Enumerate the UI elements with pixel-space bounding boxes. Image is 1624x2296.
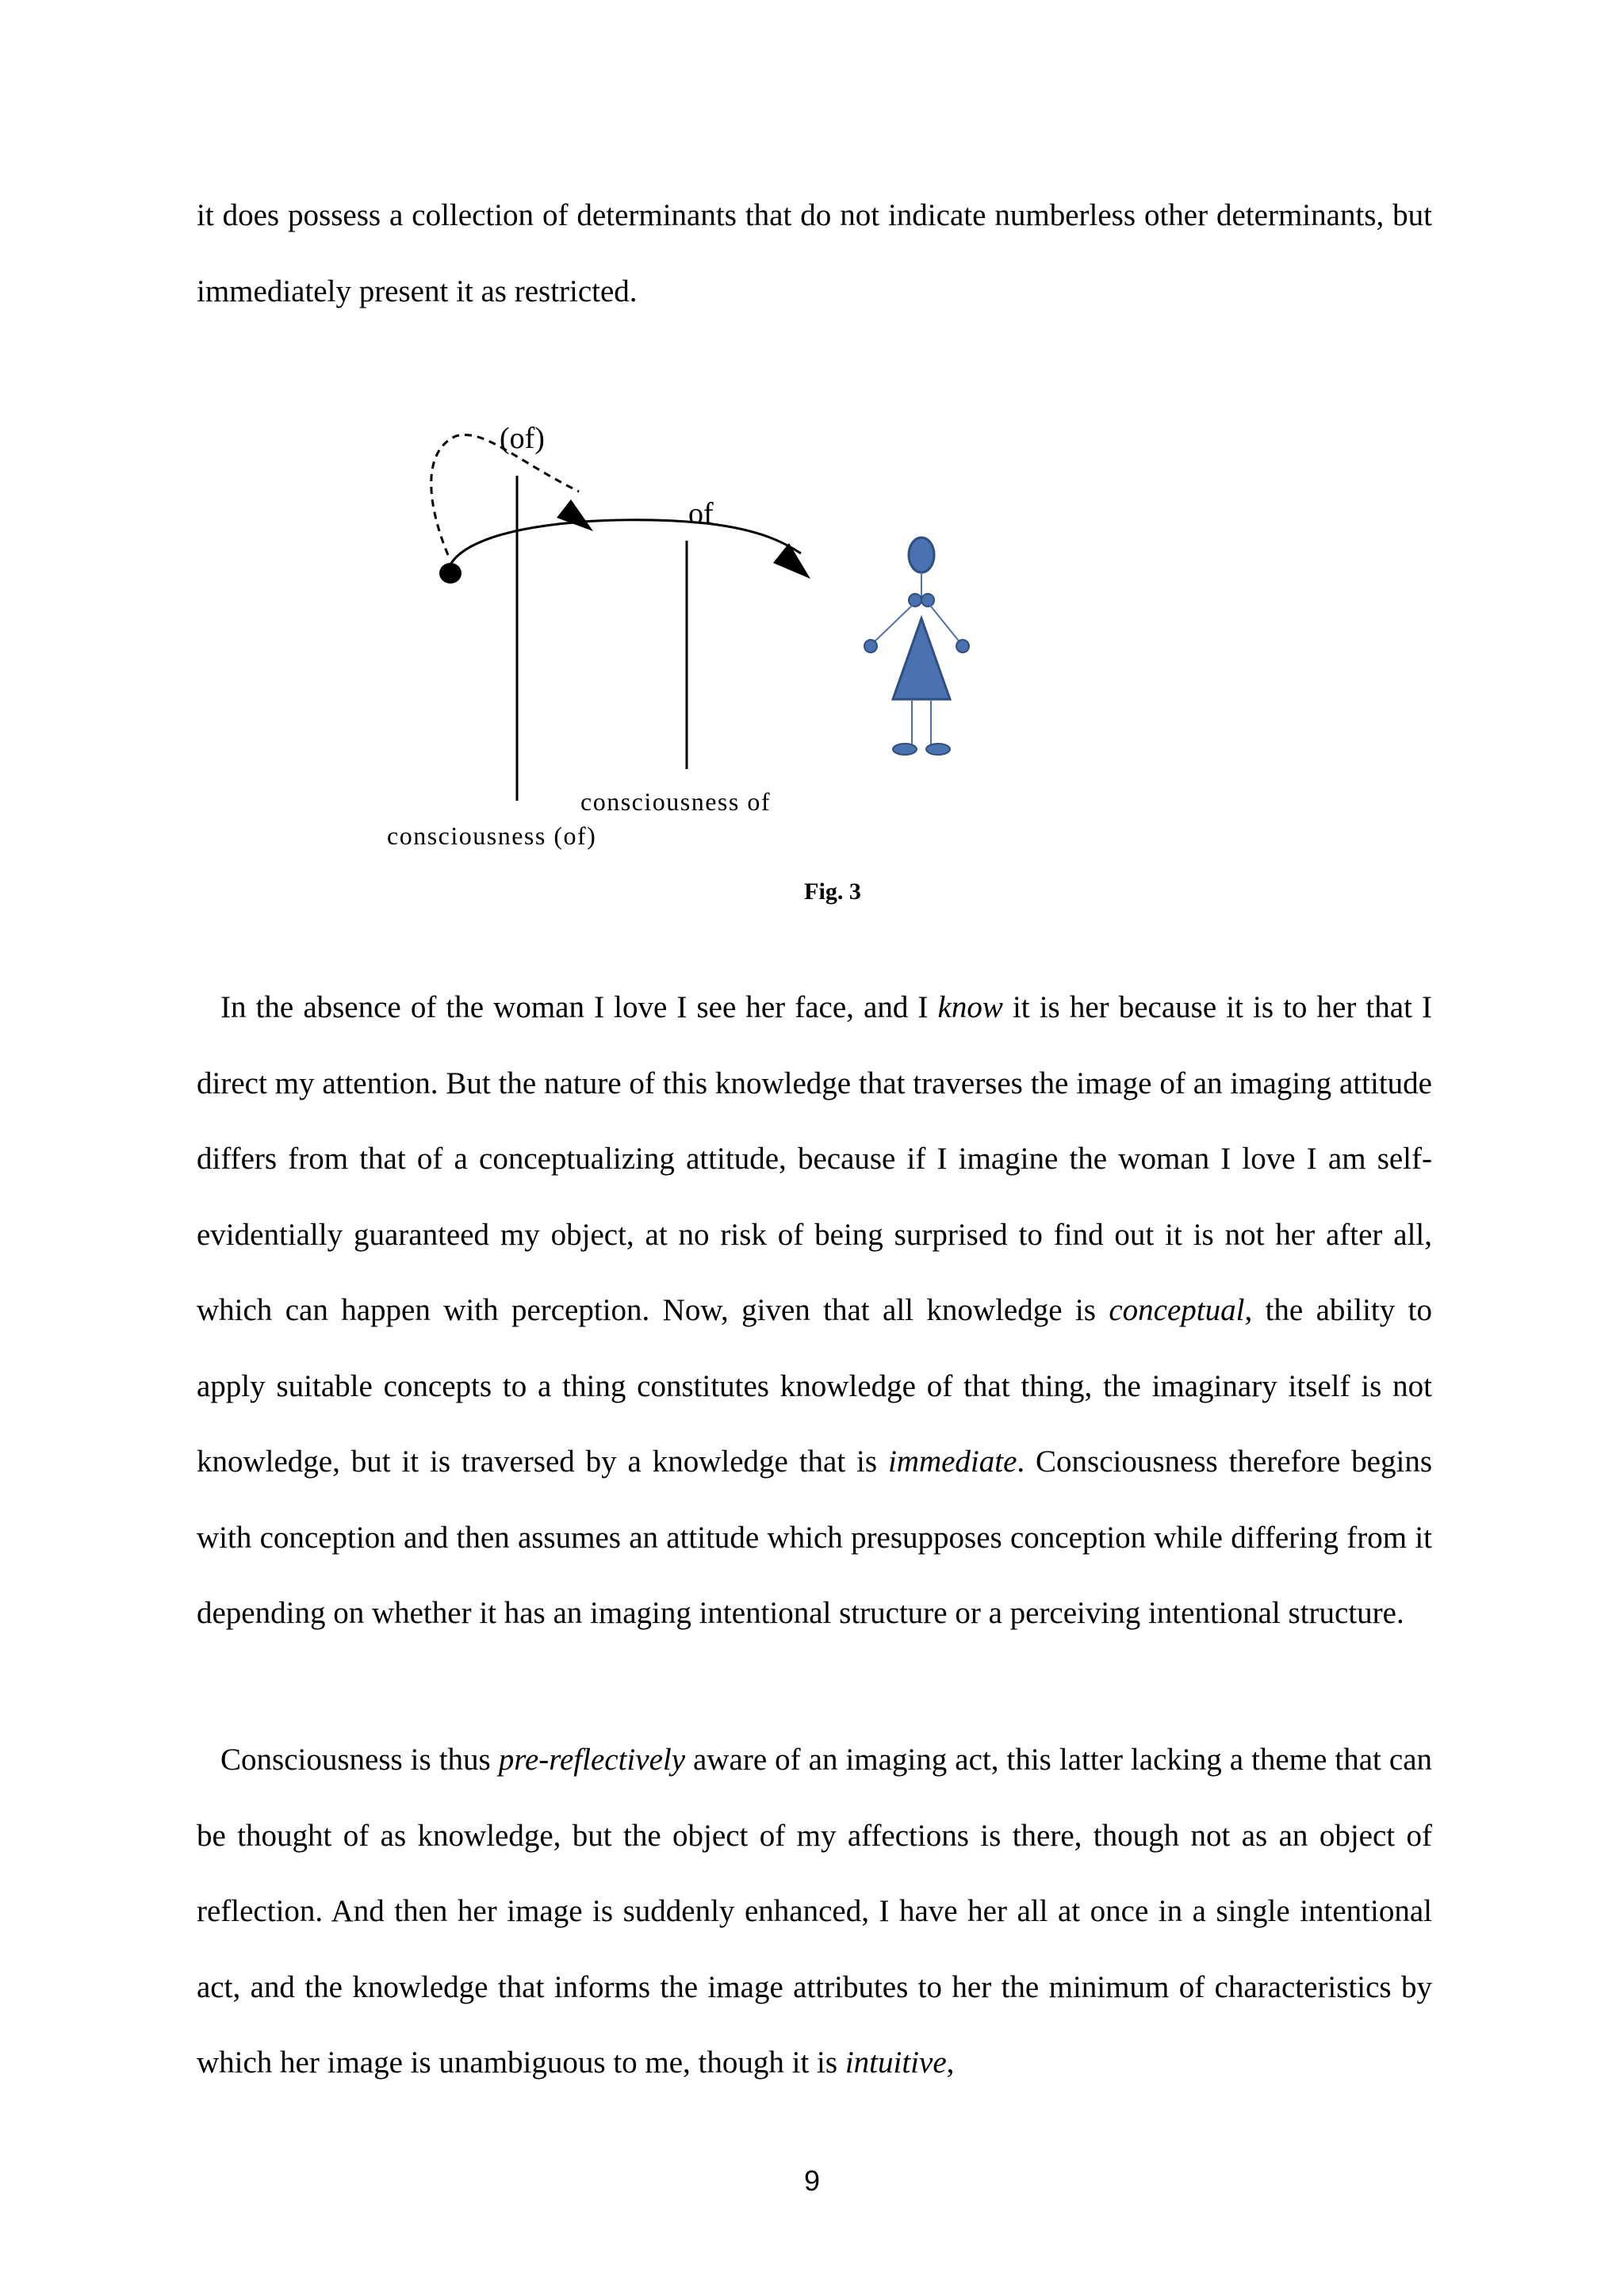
label-of-paren-top: (of) [500, 422, 545, 455]
figure-caption: Fig. 3 [804, 878, 861, 905]
emphasis-know: know [937, 990, 1003, 1024]
label-consciousness-paren-of: consciousness (of) [387, 821, 597, 850]
solid-arrowhead [773, 543, 810, 579]
emphasis-conceptual: conceptual [1109, 1293, 1245, 1327]
paragraph-2-text-4: . Consciousness therefore begins with conception and then assumes an attitude which presupposes conception while differing from it depending on whether it has an imaging intentional structure or a perceiving intentional structure. [197, 1445, 1432, 1630]
label-consciousness-of: consciousness of [580, 787, 771, 816]
woman-figure-icon [864, 538, 969, 755]
emphasis-intuitive: intuitive [845, 2045, 947, 2080]
page-number: 9 [803, 2164, 821, 2197]
emphasis-pre-reflectively: pre-reflectively [498, 1743, 686, 1777]
emphasis-immediate: immediate [887, 1445, 1017, 1479]
paragraph-3-text-1: Consciousness is thus [220, 1743, 499, 1777]
paragraph-2-text-3: , the ability to apply suitable concepts to a thing constitutes knowledge of that thing, the imaginary itself is not knowledge, but it is traversed by a knowledge that is [197, 1293, 1432, 1479]
figure-3-diagram [373, 412, 1007, 872]
paragraph-2 [197, 970, 1432, 1651]
label-of: of [688, 497, 714, 530]
paragraph-2-text-2: it is her because it is to her that I direct my attention. But the nature of this knowledge that traverses the image of an imaging attitude differs from that of a conceptualizing attitude, because if I imagine the woman I love I am self-evidentially guaranteed my object, at no risk of being surprised to find out it is not her after all, which can happen with perception. Now, given that all knowledge is [197, 990, 1432, 1327]
figure-3 [373, 412, 1007, 872]
paragraph-3-text-2: aware of an imaging act, this latter lacking a theme that can be thought of as knowledge, but the object of my affections is there, though not as an object of reflection. And then her image is suddenly enhanced, I have her all at once in a single intentional act, and the knowledge that informs the image attributes to her the minimum of characteristics by which her image is unambiguous to me, though it is [197, 1743, 1433, 2080]
dashed-arrowhead [557, 499, 593, 531]
solid-intentional-arrow [449, 520, 801, 568]
paragraph-3 [197, 1722, 1432, 2101]
paragraph-1: it does possess a collection of determinants that do not indicate numberless other determinants, but immediately present it as restricted. [197, 198, 1432, 308]
paragraph-3-text-3: , [946, 2045, 955, 2080]
paragraph-2-text-1: In the absence of the woman I love I see her face, and I [220, 990, 938, 1024]
